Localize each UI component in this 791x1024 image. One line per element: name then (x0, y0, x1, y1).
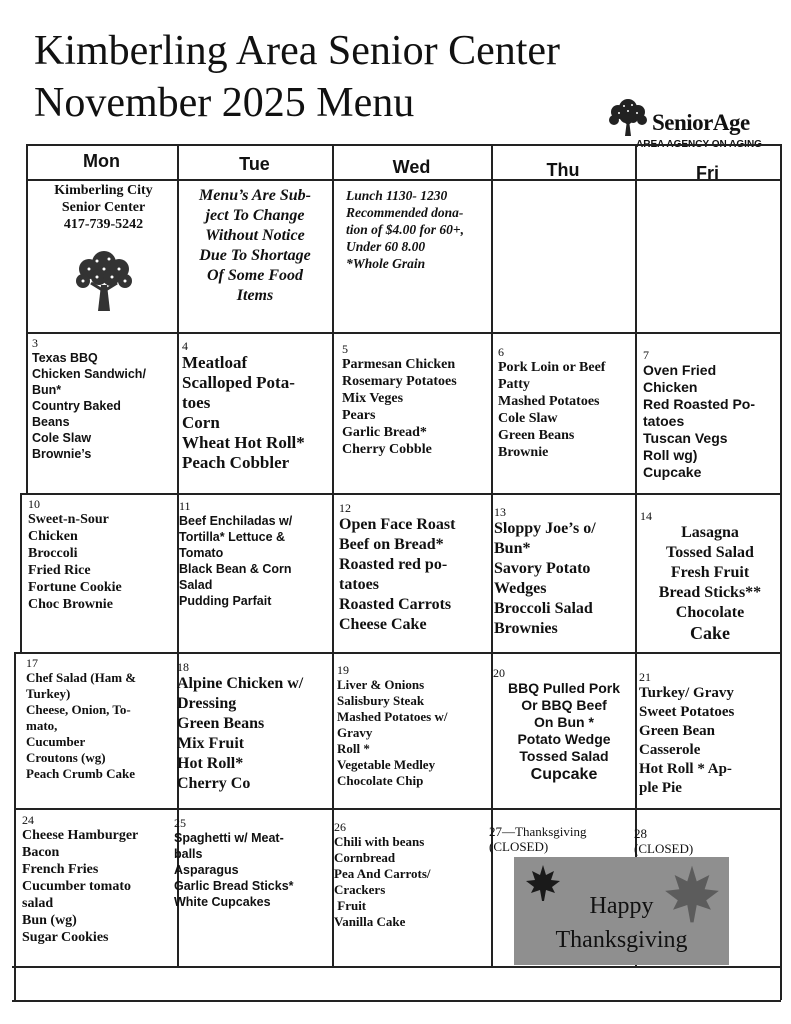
day-header-wed: Wed (392, 157, 431, 177)
menu-item: Chili with beans (334, 834, 425, 849)
menu-item: Tossed Salad (666, 544, 754, 561)
day-number: 3 (32, 336, 38, 350)
closed-label: (CLOSED) (634, 841, 694, 856)
day-cell-21 (639, 671, 780, 798)
menu-item: Cheese Hamburger (22, 828, 139, 843)
menu-item: Gravy (337, 725, 373, 740)
menu-item: Cake (690, 623, 730, 643)
menu-item: Mashed Potatoes (498, 394, 600, 409)
info-line: Due To Shortage (199, 247, 311, 264)
menu-item: Turkey/ Gravy (639, 685, 734, 701)
menu-item: Patty (498, 377, 530, 392)
day-number: 5 (342, 342, 348, 356)
menu-item: Roasted Carrots (339, 596, 452, 613)
menu-item: tatoes (339, 576, 379, 593)
menu-item: Savory Potato (494, 560, 591, 577)
info-line: tion of $4.00 for 60+, (346, 222, 464, 237)
day-cell-6 (498, 346, 635, 461)
menu-item: Brownies (494, 620, 558, 637)
menu-item: Cheese Cake (339, 616, 427, 633)
menu-item: Choc Brownie (28, 597, 113, 612)
info-line: Senior Center (61, 200, 146, 215)
menu-item: Cornbread (334, 850, 396, 865)
menu-item: Peach Crumb Cake (26, 766, 136, 781)
day-cell-28 (634, 826, 780, 856)
day-number: 12 (339, 501, 351, 515)
menu-item: Red Roasted Po- (643, 396, 756, 412)
day-number: 24 (22, 813, 34, 827)
day-cell-20 (493, 667, 635, 785)
info-line: Recommended dona- (346, 205, 464, 220)
day-number: 18 (177, 660, 189, 674)
menu-item: Salad (179, 578, 213, 592)
menu-item: Bun* (494, 540, 531, 557)
menu-item: Country Baked (32, 399, 121, 413)
menu-item: Chocolate Chip (337, 773, 424, 788)
grid-line (14, 652, 781, 654)
menu-item: Beef on Bread* (339, 536, 444, 553)
menu-item: Chocolate (675, 604, 745, 621)
menu-item: balls (174, 847, 203, 861)
menu-item: Mashed Potatoes w/ (337, 709, 448, 724)
menu-item: Brownie (498, 445, 549, 460)
menu-item: Roll wg) (643, 447, 698, 463)
menu-item: Salisbury Steak (337, 693, 425, 708)
grid-line (26, 332, 781, 334)
info-line: 417-739-5242 (63, 217, 144, 232)
info-line: Under 60 8.00 (346, 239, 426, 254)
tree-icon (71, 247, 137, 313)
menu-item: Oven Fried (643, 362, 717, 378)
menu-item: Roll * (337, 741, 370, 756)
menu-item: Fortune Cookie (28, 580, 122, 595)
grid-line (20, 493, 22, 653)
page-title: Kimberling Area Senior Center (34, 28, 561, 74)
menu-item: Lasagna (681, 524, 739, 541)
day-cell-4 (182, 340, 332, 473)
grid-line (26, 144, 28, 493)
day-number: 4 (182, 339, 188, 353)
menu-item: Sugar Cookies (22, 930, 109, 945)
info-line: Items (236, 287, 274, 304)
menu-item: Alpine Chicken w/ (177, 675, 304, 692)
menu-item: tatoes (643, 413, 685, 429)
menu-item: On Bun * (534, 714, 594, 730)
menu-item: Parmesan Chicken (342, 357, 456, 372)
day-number: 27—Thanksgiving (489, 824, 587, 839)
menu-item: Open Face Roast (339, 516, 456, 533)
day-cell-18 (177, 661, 332, 794)
menu-item: Croutons (wg) (26, 750, 106, 765)
grid-line (20, 493, 781, 495)
menu-item: Tortilla* Lettuce & (179, 530, 286, 544)
logo-brand: SeniorAge (652, 110, 750, 135)
day-cell-3 (32, 337, 177, 462)
menu-item: Hot Roll * Ap- (639, 761, 732, 777)
day-cell-14 (640, 510, 780, 643)
menu-item: Chicken Sandwich/ (32, 367, 146, 381)
menu-item: Crackers (334, 882, 386, 897)
day-cell-5 (342, 343, 491, 458)
day-cell-24 (22, 814, 177, 946)
menu-item: Black Bean & Corn (179, 562, 292, 576)
menu-item: Broccoli Salad (494, 600, 593, 617)
menu-item: Mix Fruit (177, 735, 245, 752)
menu-item: Chicken (28, 529, 78, 544)
menu-item: French Fries (22, 862, 99, 877)
grid-line (780, 144, 782, 1000)
menu-item: White Cupcakes (174, 895, 271, 909)
day-number: 13 (494, 505, 506, 519)
thanksgiving-banner (514, 857, 729, 965)
menu-item: Bacon (22, 845, 60, 860)
info-line: Lunch 1130- 1230 (346, 188, 448, 203)
day-cell-26 (334, 821, 491, 930)
grid-line (14, 808, 781, 810)
day-number: 26 (334, 820, 346, 834)
menu-item: Cole Slaw (32, 431, 92, 445)
info-line: Menu’s Are Sub- (198, 187, 312, 204)
info-tue (180, 186, 330, 306)
day-cell-13 (494, 506, 635, 639)
menu-item: Rosemary Potatoes (342, 374, 457, 389)
day-header-fri: Fri (695, 163, 719, 183)
menu-item: Meatloaf (182, 353, 248, 372)
thanksgiving-line: Happy (589, 893, 654, 919)
menu-item: Vanilla Cake (334, 914, 406, 929)
menu-item: Cucumber (26, 734, 86, 749)
info-line: *Whole Grain (346, 256, 426, 271)
day-number: 10 (28, 497, 40, 511)
day-cell-27 (489, 824, 635, 854)
menu-item: Cole Slaw (498, 411, 558, 426)
day-number: 19 (337, 663, 349, 677)
day-number: 17 (26, 656, 38, 670)
menu-item: Chef Salad (Ham & (26, 670, 137, 685)
page-subtitle: November 2025 Menu (34, 80, 415, 126)
day-number: 20 (493, 666, 505, 680)
menu-item: Casserole (639, 742, 701, 758)
menu-item: Sweet-n-Sour (28, 512, 109, 527)
day-number: 25 (174, 816, 186, 830)
menu-item: Broccoli (28, 546, 78, 561)
menu-item: Peach Cobbler (182, 453, 290, 472)
day-number: 28 (634, 826, 647, 841)
day-header-mon: Mon (83, 151, 120, 171)
day-cell-25 (174, 817, 332, 910)
menu-item: Wedges (494, 580, 547, 597)
menu-item: Beans (32, 415, 70, 429)
menu-item: Tossed Salad (519, 748, 609, 764)
menu-item: ple Pie (639, 780, 682, 796)
menu-item: Asparagus (174, 863, 239, 877)
menu-item: Chicken (643, 379, 698, 395)
menu-item: Green Beans (177, 715, 265, 732)
menu-item: Cupcake (643, 464, 702, 480)
menu-item: Cherry Co (177, 775, 251, 792)
menu-item: Or BBQ Beef (521, 697, 607, 713)
menu-item: Sweet Potatoes (639, 704, 735, 720)
grid-line (12, 966, 781, 968)
menu-item: Fruit (334, 898, 367, 913)
info-mon (30, 182, 177, 313)
day-cell-7 (643, 349, 780, 481)
day-number: 6 (498, 345, 504, 359)
menu-item: Tomato (179, 546, 224, 560)
menu-item: mato, (26, 718, 58, 733)
menu-item: Green Beans (498, 428, 575, 443)
menu-item: Vegetable Medley (337, 757, 436, 772)
day-cell-19 (337, 664, 491, 789)
menu-item: Sloppy Joe’s o/ (494, 520, 596, 537)
info-line: Kimberling City (54, 183, 153, 198)
day-cell-12 (339, 502, 491, 635)
menu-item: Pork Loin or Beef (498, 360, 606, 375)
day-number: 11 (179, 499, 191, 513)
menu-item: Bun* (32, 383, 62, 397)
menu-item: Pea And Carrots/ (334, 866, 431, 881)
day-cell-17 (26, 657, 177, 782)
day-number: 7 (643, 348, 649, 362)
menu-item: Bun (wg) (22, 913, 77, 928)
info-line: ject To Change (205, 207, 305, 224)
day-number: 14 (640, 509, 652, 523)
menu-item: Cheese, Onion, To- (26, 702, 131, 717)
menu-item: Roasted red po- (339, 556, 448, 573)
thanksgiving-line: Thanksgiving (555, 927, 688, 953)
menu-item: Beef Enchiladas w/ (179, 514, 293, 528)
menu-item: Fresh Fruit (670, 564, 750, 581)
info-line: Without Notice (205, 227, 305, 244)
day-number: 21 (639, 670, 651, 684)
closed-label: (CLOSED) (489, 839, 549, 854)
menu-item: Pears (342, 408, 376, 423)
menu-item: Turkey) (26, 686, 71, 701)
menu-item: Cucumber tomato (22, 879, 132, 894)
menu-item: BBQ Pulled Pork (507, 680, 621, 696)
menu-item: Garlic Bread Sticks* (174, 879, 294, 893)
menu-item: Green Bean (639, 723, 715, 739)
menu-item: Scalloped Pota- (182, 373, 295, 392)
day-cell-11 (179, 500, 332, 609)
grid-line (14, 652, 16, 1000)
menu-item: Mix Veges (342, 391, 404, 406)
menu-item: salad (22, 896, 54, 911)
info-line: Of Some Food (207, 267, 303, 284)
menu-item: Fried Rice (28, 563, 91, 578)
menu-item: Wheat Hot Roll* (182, 433, 305, 452)
menu-item: Cupcake (530, 766, 598, 783)
day-header-thu: Thu (546, 160, 580, 180)
thanksgiving-text (534, 889, 709, 957)
info-wed (346, 187, 491, 272)
menu-item: toes (182, 393, 211, 412)
menu-item: Dressing (177, 695, 237, 712)
grid-line (26, 144, 781, 146)
menu-item: Corn (182, 413, 220, 432)
menu-item: Texas BBQ (32, 351, 98, 365)
menu-item: Brownie’s (32, 447, 92, 461)
tree-icon (606, 96, 650, 140)
menu-item: Cherry Cobble (342, 442, 432, 457)
menu-item: Tuscan Vegs (643, 430, 728, 446)
menu-item: Liver & Onions (337, 677, 425, 692)
menu-item: Bread Sticks** (658, 584, 762, 601)
menu-item: Pudding Parfait (179, 594, 272, 608)
menu-item: Garlic Bread* (342, 425, 427, 440)
grid-line (12, 1000, 781, 1002)
menu-item: Spaghetti w/ Meat- (174, 831, 284, 845)
menu-item: Potato Wedge (517, 731, 611, 747)
day-cell-10 (28, 498, 177, 613)
menu-item: Hot Roll* (177, 755, 244, 772)
day-header-tue: Tue (239, 154, 270, 174)
